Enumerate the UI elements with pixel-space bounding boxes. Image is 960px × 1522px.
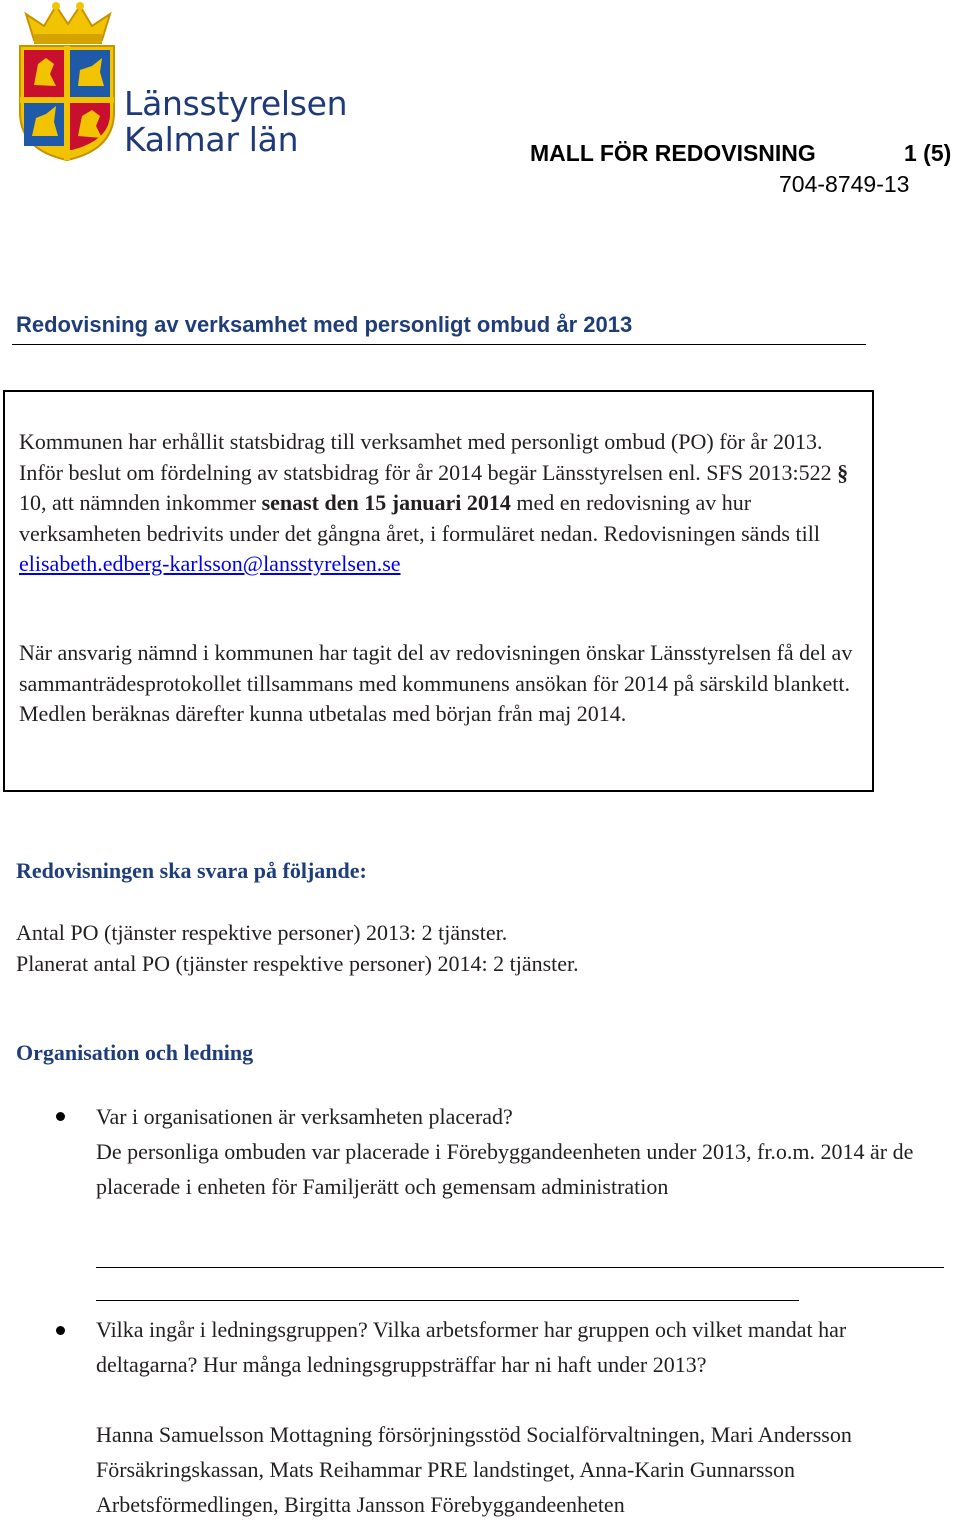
question-placement: Var i organisationen är verksamheten placerad? (96, 1104, 513, 1129)
deadline-text: senast den 15 januari 2014 (261, 490, 511, 515)
question-management-group: Vilka ingår i ledningsgruppen? Vilka arbetsformer har gruppen och vilket mandat har deltagarna? Hur många ledningsgruppsträffar har ni haft under 2013? (96, 1317, 847, 1377)
logo-line-2: Kalmar län (124, 120, 299, 159)
coat-of-arms-icon (12, 0, 122, 165)
document-type-title: MALL FÖR REDOVISNING (530, 140, 816, 166)
section-heading-questions: Redovisningen ska svara på följande: (16, 858, 367, 883)
answer-placement: De personliga ombuden var placerade i Förebyggandeenheten under 2013, fr.o.m. 2014 är de placerade i enheten för Familjerätt och gemensam administration (96, 1139, 914, 1199)
instruction-paragraph-1: Kommunen har erhållit statsbidrag till verksamhet med personligt ombud (PO) för år 2013. Inför beslut om fördelning av statsbidrag för år 2014 begär Länsstyrelsen enl. SFS 2013:522 § 10, att nämnden inkommer senast den 15 januari 2014 med en redovisning av hur verksamheten bedrivits under det gångna året, i formuläret nedan. Redovisningen sänds till elisabeth.edberg-karlsson@lansstyrelsen.se (19, 429, 849, 576)
bullet-icon (56, 1326, 65, 1335)
answer-line-2 (96, 1300, 799, 1301)
po-count-2013: Antal PO (tjänster respektive personer) 2013: 2 tjänster. (16, 920, 508, 945)
page-number: 1 (5) (904, 140, 952, 166)
document-title: Redovisning av verksamhet med personligt ombud år 2013 (16, 312, 633, 337)
answer-management-group: Hanna Samuelsson Mottagning försörjningsstöd Socialförvaltningen, Mari Andersson Försäkringskassan, Mats Reihammar PRE landstinget, Anna-Karin Gunnarsson Arbetsförmedlingen, Birgitta Jansson Förebyggandeenheten (96, 1422, 852, 1517)
section-heading-organisation: Organisation och ledning (16, 1040, 254, 1065)
email-link[interactable]: elisabeth.edberg-karlsson@lansstyrelsen.se (19, 551, 401, 576)
instruction-paragraph-2: När ansvarig nämnd i kommunen har tagit del av redovisningen önskar Länsstyrelsen få del av sammanträdesprotokollet tillsammans med kommunens ansökan för 2014 på särskild blankett. Medlen beräknas därefter kunna utbetalas med början från maj 2014. (19, 640, 853, 726)
bullet-icon (56, 1112, 65, 1121)
answer-line-1 (96, 1267, 944, 1268)
reference-number: 704-8749-13 (779, 171, 910, 197)
lansstyrelsen-logo (12, 0, 348, 165)
section-symbol: § (837, 459, 849, 485)
logo-line-1: Länsstyrelsen (124, 84, 348, 123)
po-count-2014: Planerat antal PO (tjänster respektive personer) 2014: 2 tjänster. (16, 951, 579, 976)
instruction-box (3, 390, 874, 792)
title-rule (12, 344, 866, 345)
